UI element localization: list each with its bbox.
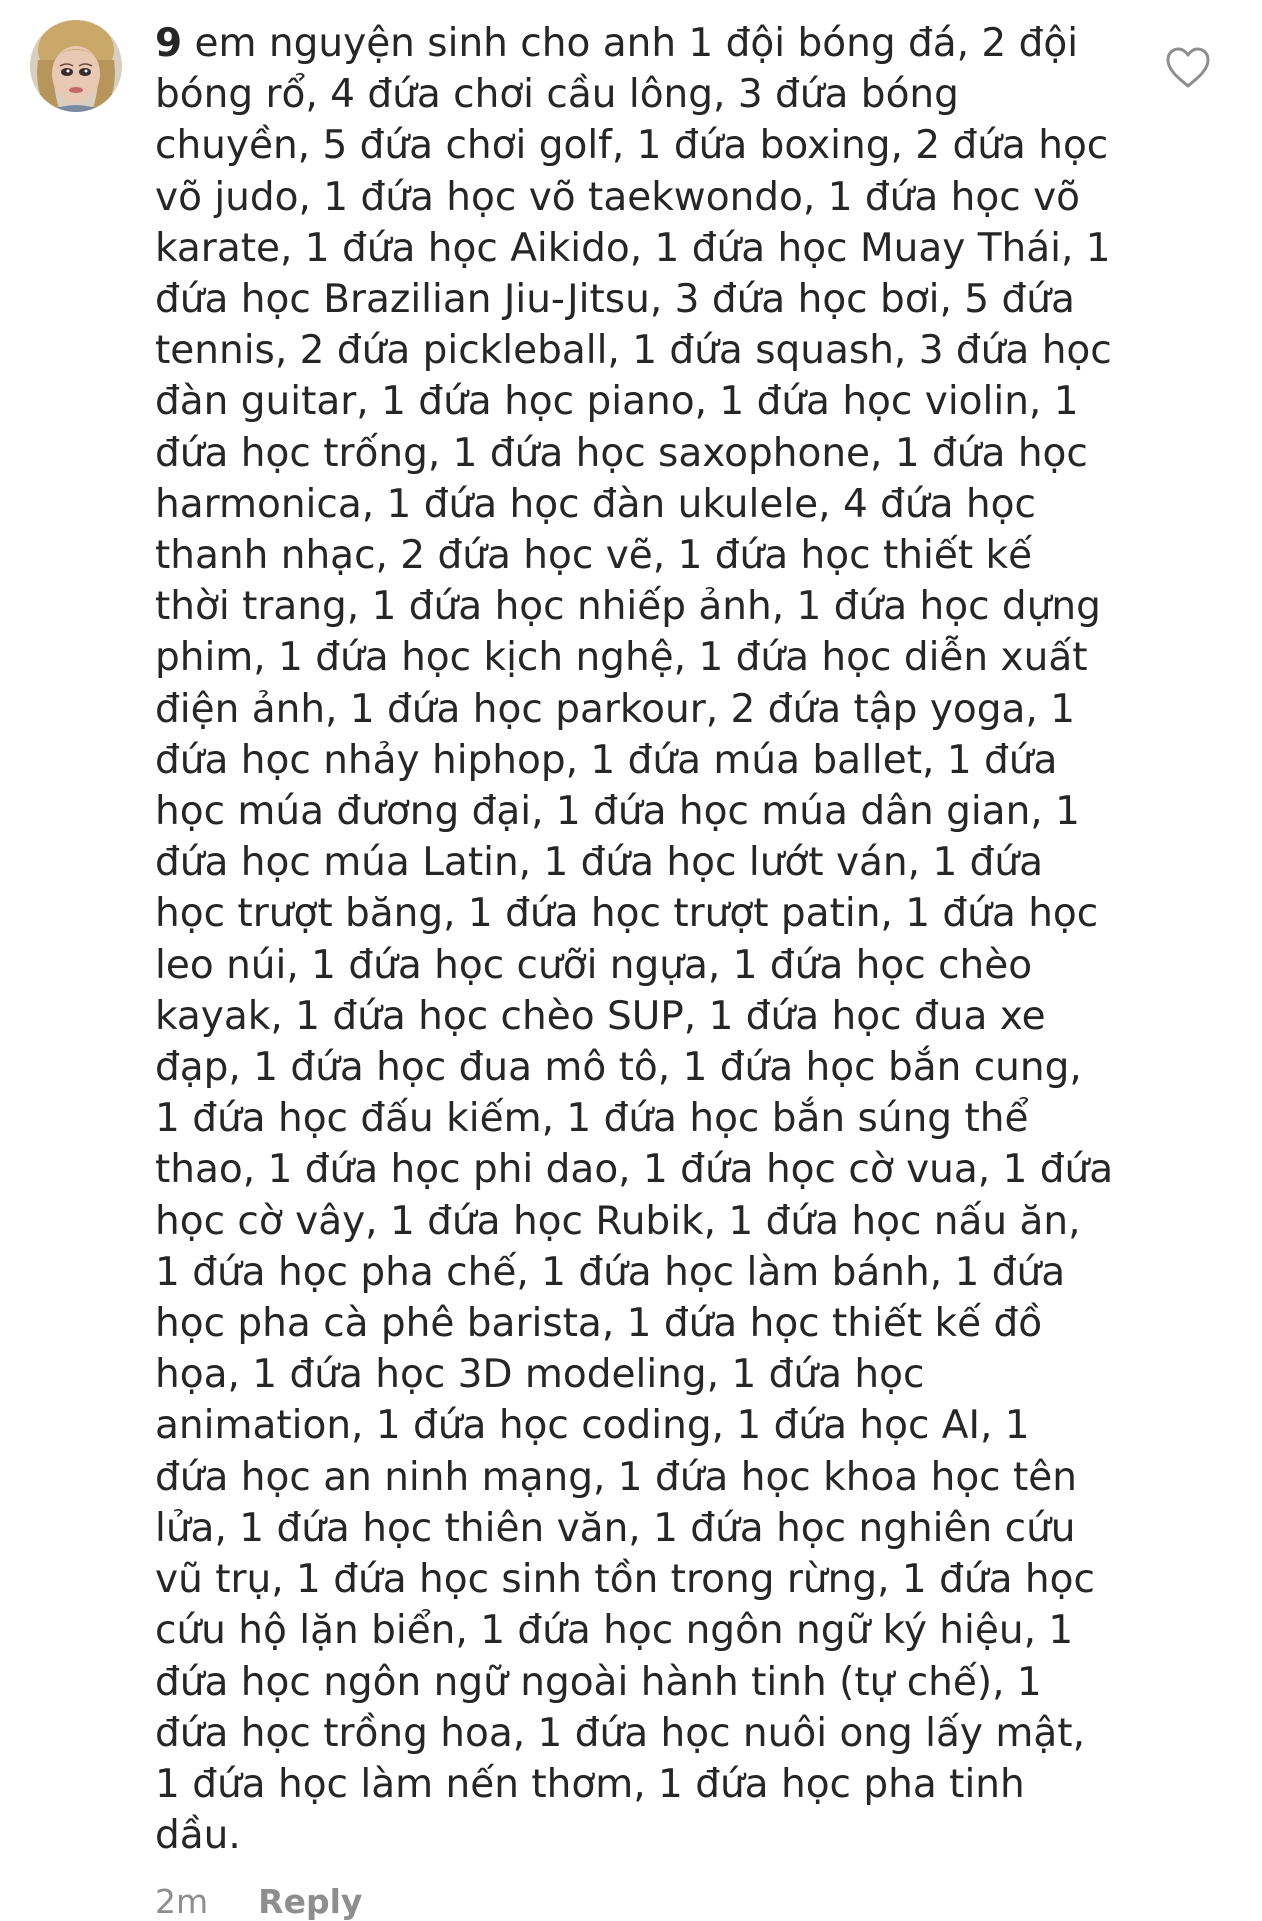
avatar[interactable] [30, 20, 122, 112]
comment-timestamp: 2m [155, 1882, 209, 1921]
reply-button[interactable]: Reply [258, 1882, 363, 1921]
comment-content: em nguyện sinh cho anh 1 đội bóng đá, 2 đội bóng rổ, 4 đứa chơi cầu lông, 3 đứa bóng chuyền, 5 đứa chơi golf, 1 đứa boxing, 2 đứa học võ judo, 1 đứa học võ taekwondo, 1 đứa học võ karate, 1 đứa học Aikido, 1 đứa học Muay Thái, 1 đứa học Brazilian Jiu-Jitsu, 3 đứa học bơi, 5 đứa tennis, 2 đứa pickleball, 1 đứa squash, 3 đứa học đàn guitar, 1 đứa học piano, 1 đứa học violin, 1 đứa học trống, 1 đứa học saxophone, 1 đứa học harmonica, 1 đứa học đàn ukulele, 4 đứa học thanh nhạc, 2 đứa học vẽ, 1 đứa học thiết kế thời trang, 1 đứa học nhiếp ảnh, 1 đứa học dựng phim, 1 đứa học kịch nghệ, 1 đứa học diễn xuất điện ảnh, 1 đứa học parkour, 2 đứa tập yoga, 1 đứa học nhảy hiphop, 1 đứa múa ballet, 1 đứa học múa đương đại, 1 đứa học múa dân gian, 1 đứa học múa Latin, 1 đứa học lướt ván, 1 đứa học trượt băng, 1 đứa học trượt patin, 1 đứa học leo núi, 1 đứa học cưỡi ngựa, 1 đứa học chèo kayak, 1 đứa học chèo SUP, 1 đứa học đua xe đạp, 1 đứa học đua mô tô, 1 đứa học bắn cung, 1 đứa học đấu kiếm, 1 đứa học bắn súng thể thao, 1 đứa học phi dao, 1 đứa học cờ vua, 1 đứa học cờ vây, 1 đứa học Rubik, 1 đứa học nấu ăn, 1 đứa học pha chế, 1 đứa học làm bánh, 1 đứa học pha cà phê barista, 1 đứa học thiết kế đồ họa, 1 đứa học 3D modeling, 1 đứa học animation, 1 đứa học coding, 1 đứa học AI, 1 đứa học an ninh mạng, 1 đứa học khoa học tên lửa, 1 đứa học thiên văn, 1 đứa học nghiên cứu vũ trụ, 1 đứa học sinh tồn trong rừng, 1 đứa học cứu hộ lặn biển, 1 đứa học ngôn ngữ ký hiệu, 1 đứa học ngôn ngữ ngoài hành tinh (tự chế), 1 đứa học trồng hoa, 1 đứa học nuôi ong lấy mật, 1 đứa học làm nến thơm, 1 đứa học pha tinh dầu. [155, 21, 1114, 1859]
comment-meta [155, 1882, 362, 1921]
comment-username[interactable]: 9 [155, 21, 183, 66]
comment-body [155, 18, 1115, 1861]
comment-text [155, 18, 1115, 1861]
cartoon-girl-avatar-icon [30, 20, 122, 112]
heart-outline-icon [1164, 46, 1212, 90]
like-button[interactable] [1164, 46, 1212, 90]
